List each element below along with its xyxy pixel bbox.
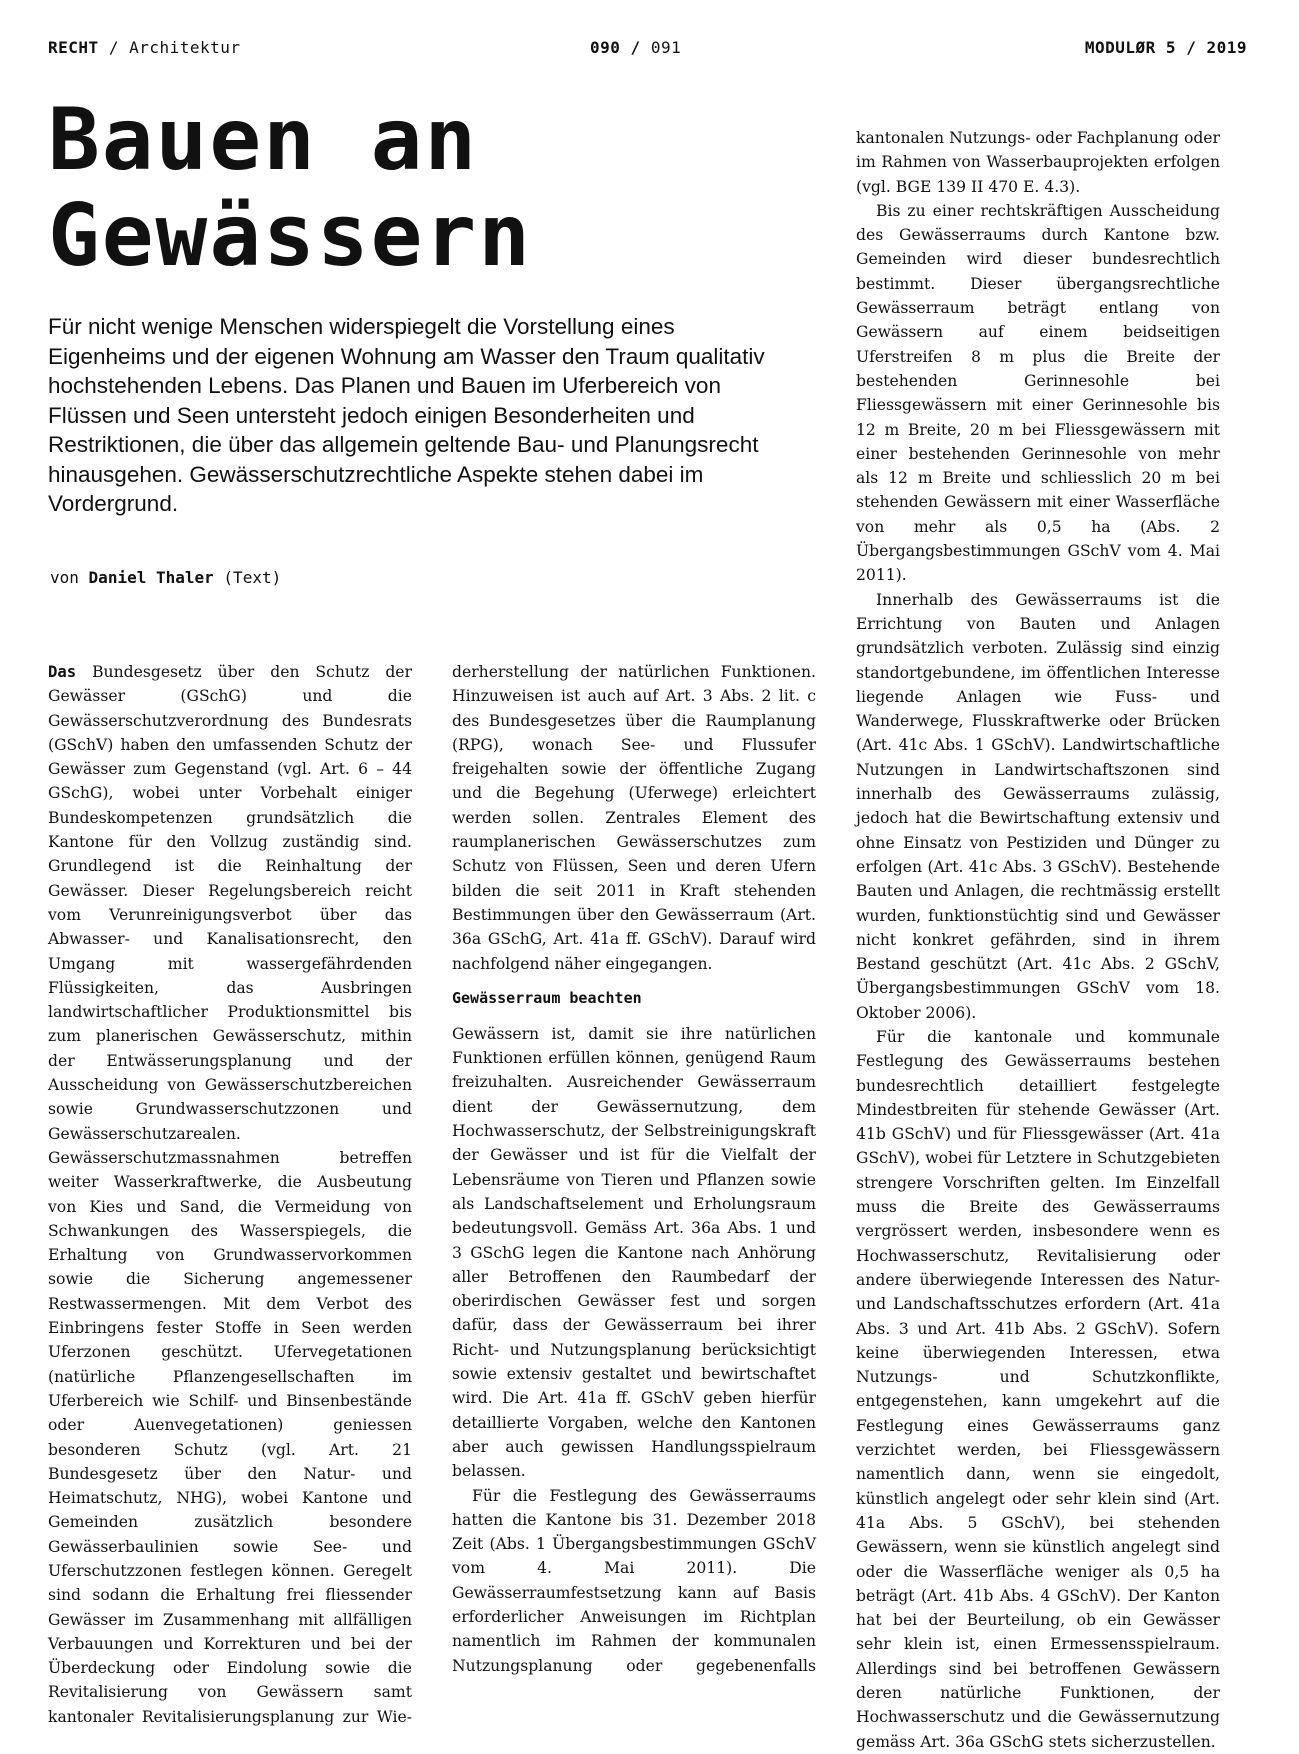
body-paragraph: Für die Festlegung des Gewässerraums hatten die Kantone bis 31. Dezember 2018 Zeit (Abs. 1 Übergangsbestimmungen GSchV vom 4. Mai 2011). Die Gewässerraumfestsetzung kann auf Basis erforderlicher Anweisungen im Richtplan namentlich im Rahmen der kommunalen Nutzungsplanung oder gegebenenfalls xyxy=(452,1486,816,1675)
page-next: 091 xyxy=(650,38,682,57)
separator: / xyxy=(1186,38,1197,57)
body-column-2 xyxy=(452,660,816,1678)
page-current: 090 xyxy=(590,38,621,57)
subsection-label: Architektur xyxy=(129,38,241,57)
section-heading: Gewässerraum beachten xyxy=(452,988,642,1007)
magazine-name: MODULØR 5 xyxy=(1084,38,1177,57)
byline xyxy=(50,568,281,587)
body-paragraph: kantonalen Nutzungs- oder Fachplanung oder im Rahmen von Wasserbauprojekten erfolgen (vgl. BGE 139 II 470 E. 4.3). xyxy=(856,129,1220,196)
byline-role: (Text) xyxy=(223,568,282,587)
body-paragraph: derherstellung der natürlichen Funktionen. Hinzuweisen ist auch auf Art. 3 Abs. 2 lit. c des Bundesgesetzes über die Raumplanung (RPG), wonach See- und Flussufer freigehalten sowie der öffentliche Zugang und die Begehung (Uferwege) erleichtert werden sollen. Zentrales Element des raumplanerischen Gewässerschutzes zum Schutz von Flüssen, Seen und deren Ufern bilden die seit 2011 in Kraft stehenden Bestimmungen über den Gewässerraum (Art. 36a GSchG, Art. 41a ff. GSchV). Darauf wird nachfolgend näher eingegangen. xyxy=(452,663,816,973)
body-paragraph: Gewässerschutzmassnahmen betreffen weiter Wasserkraftwerke, die Ausbeutung von Kies und Sand, die Vermeidung von Schwankungen des Wasserspiegels, die Erhaltung von Grundwasservorkommen sowie die Sicherung angemessener Restwassermengen. Mit dem Verbot des Einbringens fester Stoffe in Seen werden Uferzonen geschützt. Ufervegetationen (natürliche Pflanzengesellschaften im Uferbereich wie Schilf- und Binsenbestände oder Auenvegetationen) geniessen besonderen Schutz (vgl. Art. 21 Bundesgesetz über den Natur- und Heimatschutz, NHG), wobei Kantone und Gemeinden zusätzlich besondere Gewässerbaulinien sowie See- und Uferschutzzonen festlegen können. Geregelt sind sodann die Erhaltung frei fliessender Gewässer im Zusammenhang mit allfälligen Verbauungen und Korrekturen und bei der Überdeckung oder Eindolung sowie die Revitalisierung von Gewässern samt kantonaler Revitalisierungsplanung zur Wie- xyxy=(48,1148,412,1726)
body-column-3 xyxy=(856,126,1220,1754)
magazine-issue xyxy=(1085,38,1247,57)
body-paragraph xyxy=(48,660,412,1146)
header-section xyxy=(48,38,241,57)
body-paragraph: Für die kantonale und kommunale Festlegung des Gewässerraums bestehen bundesrechtlich detailliert festgelegte Mindestbreiten für stehende Gewässer (Art. 41b GSchV) und für Fliessgewässer (Art. 41a GSchV), wobei für Letztere in Schutzgebieten strengere Vorschriften gelten. Im Einzelfall muss die Breite des Gewässerraums vergrössert werden, insbesondere wenn es Hochwasserschutz, Revitalisierung oder andere überwiegende Interessen des Natur- und Landschaftsschutzes erfordern (Art. 41a Abs. 3 und Art. 41b Abs. 2 GSchV). Sofern keine überwiegenden Interessen, etwa Nutzungs- und Schutzkonflikte, entgegenstehen, kann umgekehrt auf die Festlegung eines Gewässerraums ganz verzichtet werden, bei Fliessgewässern namentlich dann, wenn sie eingedolt, künstlich angelegt oder sehr klein sind (Art. 41a Abs. 5 GSchV), bei stehenden Gewässern, wenn sie künstlich angelegt sind oder die Wasserfläche weniger als 0,5 ha beträgt (Art. 41b Abs. 4 GSchV). Der Kanton hat bei der Beurteilung, ob ein Gewässer sehr klein ist, einen Ermessensspielraum. Allerdings sind bei betroffenen Gewässern deren natürliche Funktionen, der Hochwasserschutz und die Gewässernutzung gemäss Art. 36a GSchG stets sicherzustellen. xyxy=(856,1027,1220,1751)
section-label: RECHT xyxy=(48,38,99,57)
body-column-1 xyxy=(48,660,412,1729)
article-title: Bauen an Gewässern xyxy=(48,90,532,286)
author-name: Daniel Thaler xyxy=(88,568,214,587)
separator: / xyxy=(630,38,641,57)
byline-prefix: von xyxy=(50,568,79,587)
separator: / xyxy=(108,38,119,57)
page-numbers xyxy=(590,38,681,57)
body-paragraph: Gewässern ist, damit sie ihre natürlichen Funktionen erfüllen können, genügend Raum freizuhalten. Ausreichender Gewässerraum dient der Gewässernutzung, dem Hochwasserschutz, der Selbstreinigungskraft der Gewässer und ist für die Vielfalt der Lebensräume von Tieren und Pflanzen sowie als Landschaftselement und Erholungsraum bedeutungsvoll. Gemäss Art. 36a Abs. 1 und 3 GSchG legen die Kantone nach Anhörung aller Betroffenen den Raumbedarf der oberirdischen Gewässer fest und sorgen dafür, dass der Gewässerraum bei ihrer Richt- und Nutzungsplanung berücksichtigt sowie extensiv gestaltet und bewirtschaftet wird. Die Art. 41a ff. GSchV geben hierfür detaillierte Vorgaben, welche den Kantonen aber auch gewissen Handlungsspielraum belassen. xyxy=(452,1024,816,1481)
body-paragraph: Bis zu einer rechtskräftigen Ausscheidung des Gewässerraums durch Kantone bzw. Gemeinden wird dieser bundesrechtlich bestimmt. Dieser übergangsrechtliche Gewässerraum beträgt entlang von Gewässern auf einem beidseitigen Uferstreifen 8 m plus die Breite der bestehenden Gerinnesohle bei Fliessgewässern mit einer Gerinnesohle bis 12 m Breite, 20 m bei Fliessgewässern mit einer bestehenden Gerinnesohle von mehr als 12 m Breite und schliesslich 20 m bei stehenden Gewässern mit einer Wasserfläche von mehr als 0,5 ha (Abs. 2 Übergangsbestimmungen GSchV vom 4. Mai 2011). xyxy=(856,201,1220,585)
lead-word: Das xyxy=(48,663,77,681)
body-paragraph: Innerhalb des Gewässerraums ist die Errichtung von Bauten und Anlagen grundsätzlich verboten. Zulässig sind einzig standortgebundene, im öffentlichen Interesse liegende Anlagen wie Fuss- und Wanderwege, Flusskraftwerke oder Brücken (Art. 41c Abs. 1 GSchV). Landwirtschaftliche Nutzungen in Landwirtschaftszonen sind innerhalb des Gewässerraums zulässig, jedoch hat die Bewirtschaftung extensiv und ohne Einsatz von Pestiziden und Dünger zu erfolgen (Art. 41c Abs. 3 GSchV). Bestehende Bauten und Anlagen, die rechtmässig erstellt wurden, funktionstüchtig sind und Gewässer nicht konkret gefährden, sind in ihrem Bestand geschützt (Art. 41c Abs. 2 GSchV, Übergangsbestimmungen GSchV vom 18. Oktober 2006). xyxy=(856,590,1220,1022)
paragraph-text: Bundesgesetz über den Schutz der Gewässer (GSchG) und die Gewässerschutzverordnung des Bundesrats (GSchV) haben den umfassenden Schutz der Gewässer zum Gegenstand (vgl. Art. 6 – 44 GSchG), wobei unter Vorbehalt einiger Bundeskompetenzen grundsätzlich die Kantone für den Vollzug zuständig sind. Grundlegend ist die Reinhaltung der Gewässer. Dieser Regelungsbereich reicht vom Verunreinigungsverbot über das Abwasser- und Kanalisationsrecht, den Umgang mit wassergefährdenden Flüssigkeiten, das Ausbringen landwirtschaftlicher Produktionsmittel bis zum planerischen Gewässerschutz, mithin der Entwässerungsplanung und der Ausscheidung von Gewässerschutzbereichen sowie Grundwasserschutzzonen und Gewässerschutzarealen. xyxy=(48,663,412,1143)
issue-year: 2019 xyxy=(1206,38,1247,57)
article-lead: Für nicht wenige Menschen widerspiegelt die Vorstellung eines Eigenheims und der eigenen Wohnung am Wasser den Traum qualitativ hochstehenden Lebens. Das Planen und Bauen im Uferbereich von Flüssen und Seen untersteht jedoch einigen Besonderheiten und Restriktionen, die über das allgemein geltende Bau- und Planungsrecht hinausgehen. Gewässerschutzrechtliche Aspekte stehen dabei im Vordergrund. xyxy=(48,314,765,516)
